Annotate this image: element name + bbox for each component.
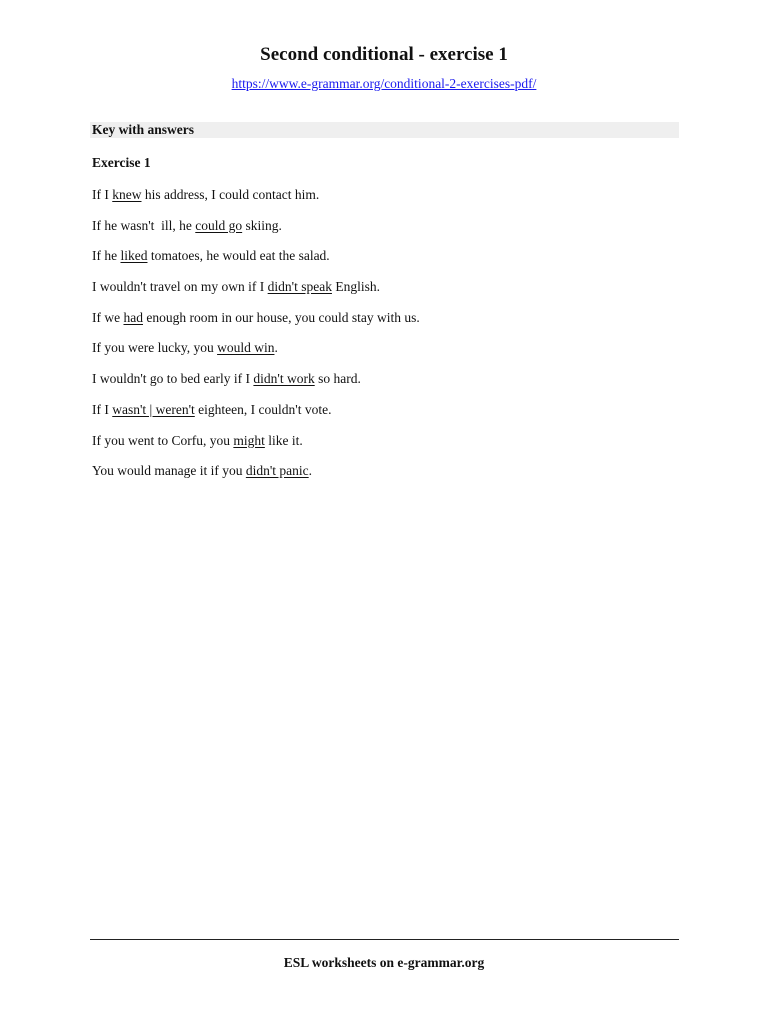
answer-sentence (92, 247, 420, 278)
answer-sentence (92, 309, 420, 340)
sentence-end: like it. (264, 432, 303, 448)
sentence-start: If you went to Corfu, you (92, 432, 234, 448)
footer-divider (90, 939, 679, 940)
sentence-start: If I (92, 401, 113, 417)
key-heading: Key with answers (92, 122, 194, 137)
answer-list (92, 186, 420, 493)
answer-sentence (92, 339, 420, 370)
answer-sentence (92, 401, 420, 432)
sentence-start: If he (92, 248, 121, 264)
answer-sentence (92, 462, 420, 493)
sentence-start: I wouldn't travel on my own if I (92, 279, 268, 295)
sentence-end: skiing. (242, 217, 282, 233)
answer-word: knew (112, 187, 142, 202)
sentence-start: I wouldn't go to bed early if I (92, 371, 254, 387)
exercise-heading: Exercise 1 (92, 155, 151, 170)
sentence-end: his address, I could contact him. (141, 187, 320, 202)
answer-sentence (92, 432, 420, 463)
page-title: Second conditional - exercise 1 (260, 44, 508, 65)
answer-sentence (92, 217, 420, 248)
sentence-end: so hard. (314, 371, 361, 387)
sentence-end: enough room in our house, you could stay with us. (142, 309, 420, 325)
source-link-container (0, 75, 768, 93)
answer-word: might (233, 432, 265, 448)
answer-word: liked (120, 248, 148, 264)
sentence-start: If he wasn't ill, he (92, 217, 196, 233)
sentence-start: You would manage it if you (92, 463, 246, 479)
sentence-start: If you were lucky, you (92, 340, 218, 356)
answer-word: wasn't | weren't (112, 401, 195, 417)
sentence-end: tomatoes, he would eat the salad. (147, 248, 330, 264)
sentence-end: eighteen, I couldn't vote. (194, 401, 332, 417)
footer-text: ESL worksheets on e-grammar.org (283, 955, 485, 970)
answer-word: didn't speak (267, 279, 332, 295)
answer-word: didn't panic (245, 463, 309, 479)
sentence-end: . (308, 463, 313, 479)
sentence-end: English. (331, 279, 380, 295)
sentence-start: If I (92, 187, 113, 202)
answer-word: would win (217, 340, 275, 356)
answer-word: didn't work (253, 371, 315, 387)
source-link[interactable]: https://www.e-grammar.org/conditional-2-exercises-pdf/ (231, 76, 537, 91)
sentence-start: If we (92, 309, 124, 325)
answer-word: had (123, 309, 143, 325)
sentence-end: . (274, 340, 278, 356)
answer-sentence (92, 186, 420, 217)
answer-sentence (92, 370, 420, 401)
answer-sentence (92, 278, 420, 309)
answer-word: could go (195, 217, 243, 233)
